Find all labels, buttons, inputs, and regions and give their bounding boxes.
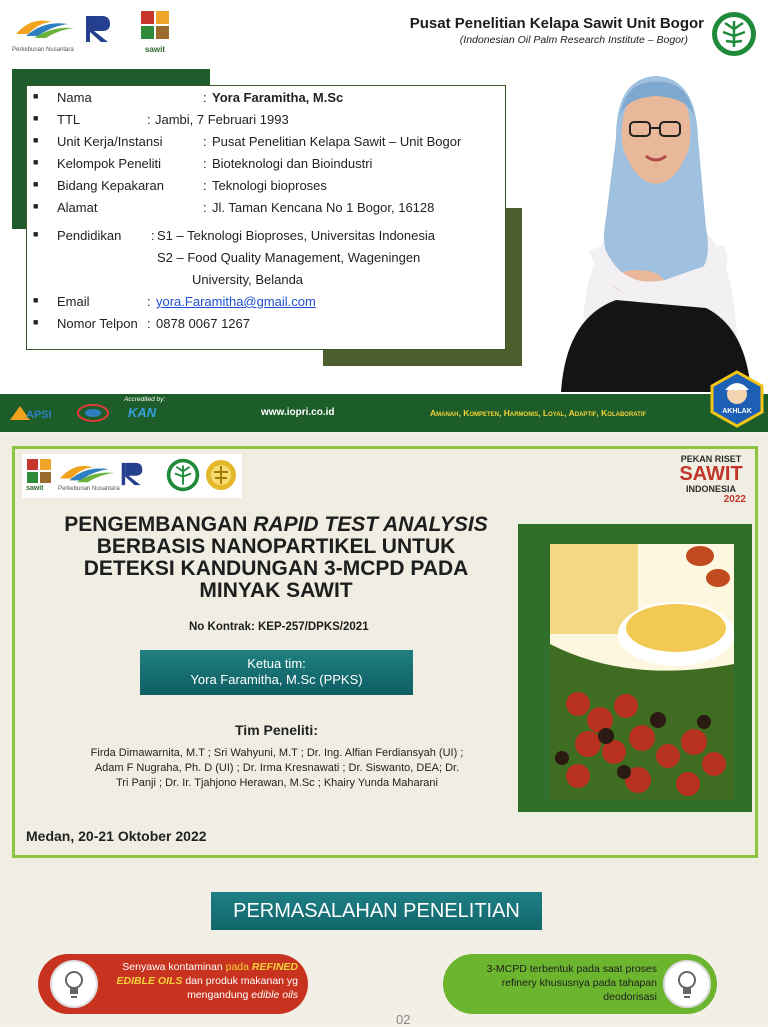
email-link[interactable]: yora.Faramitha@gmail.com [156,294,316,309]
event-date: Medan, 20-21 Oktober 2022 [26,828,207,844]
email-label: Email [57,294,90,309]
left-text-5: dan produk makanan yg [182,975,298,987]
iopri-emblem-small [166,458,200,492]
left-text-1: Senyawa kontaminan [122,961,223,973]
partner-logo-strip [22,454,242,498]
researcher-photo [556,68,756,392]
sawit-logo-text: sawit [144,45,165,54]
footer-bar [0,394,768,432]
kan-partner-logo [76,402,110,424]
akhlak-badge [710,370,764,428]
education-line-3: University, Belanda [192,272,304,287]
profile-label: Nama [57,90,92,105]
profile-label: Bidang Kepakaran [57,178,164,193]
title-pre: PENGEMBANGAN [64,513,254,536]
profile-separator: : [203,178,207,193]
profile-separator: : [203,134,207,149]
ptpn-small-text: Perkebunan Nusantara [58,486,120,492]
sawit-small-text: sawit [26,485,44,492]
problem-slide [0,868,768,1027]
problem-card-right [443,954,717,1014]
profile-value: S1 – Teknologi Bioproses, Universitas Indonesia [157,228,435,243]
profile-separator: : [147,112,151,127]
profile-label: TTL [57,112,81,127]
profile-value: Jambi, 7 Februari 1993 [155,112,289,127]
profile-label: Pendidikan [57,228,122,243]
left-text-6: mengandung [187,989,252,1001]
ptpn-logo-small [56,458,116,486]
left-text-2: pada [222,961,252,973]
profile-value: Teknologi bioproses [212,178,327,193]
title-slide [0,434,768,866]
page-number: 02 [396,1012,411,1027]
pekan-year: 2022 [723,494,746,505]
problem-heading: PERMASALAHAN PENELITIAN [211,892,542,930]
right-text-2: refinery khususnya pada tahapan [501,977,657,989]
presentation-title [46,514,506,602]
lightbulb-icon [50,960,98,1008]
left-text-7: edible oils [251,989,298,1001]
team-leader-name: Yora Faramitha, M.Sc (PPKS) [190,672,363,687]
title-italic: RAPID TEST ANALYSIS [253,513,488,536]
kan-logo: KAN [128,405,157,420]
title-line: BERBASIS NANOPARTIKEL UNTUK [96,535,456,558]
profile-separator: : [203,200,207,215]
pekan-line3: INDONESIA [685,484,736,494]
profile-card: ■ Nama : Yora Faramitha, M.Sc ■ TTL : Jambi, 7 Februari 1993 ■ Unit Kerja/Instansi : Pusat Penelitian Kelapa Sawit – Unit Bogor ■ Kelompok Peneliti : Bioteknologi dan Bioindustri ■ Bidang Kepakaran : Teknologi bioproses ■ Alamat : Jl. Taman Kencana No 1 Bogor, 16128 ■ Pendidikan : S1 – Teknologi Bioproses, Universitas Indonesia S2 – Food Quality Management, Wageningen University, Belanda ■ Email : yora.Faramitha@gmail.com ■ Nomor Telpon : 0878 0067 1267 [26,85,506,350]
garuda-emblem [204,458,238,492]
profile-value: Jl. Taman Kencana No 1 Bogor, 16128 [212,200,435,215]
left-text-4: EDIBLE OILS [116,975,183,987]
problem-card-left [38,954,308,1014]
pekan-line2: SAWIT [679,463,743,485]
institute-title: Pusat Penelitian Kelapa Sawit Unit Bogor [409,15,704,32]
education-line-2: S2 – Food Quality Management, Wageningen [157,250,421,265]
profile-separator: : [203,156,207,171]
profile-separator: : [151,228,155,243]
profile-value: Yora Faramitha, M.Sc [212,90,344,105]
team-leader-box [140,650,413,695]
ptpn-logo-text: Perkebunan Nusantara [12,47,74,53]
ptpn-logo [12,12,76,52]
problem-left-text [100,960,298,1002]
profile-label: Unit Kerja/Instansi [57,134,163,149]
accredited-label: Accredited by: [124,396,166,403]
sawit-logo-small [26,458,52,484]
problem-right-text [453,962,657,1004]
team-leader-label: Ketua tim: [247,656,306,671]
title-line: MINYAK SAWIT [199,579,353,602]
motto-text: Amanah, Kompeten, Harmonis, Loyal, Adaptif, Kolaboratif [430,408,647,418]
iapi-logo [8,402,62,424]
contract-number: No Kontrak: KEP-257/DPKS/2021 [189,621,369,633]
sawit-logo [140,10,174,52]
team-member-line: Tri Panji ; Dr. Ir. Tjahjono Herawan, M.Sc ; Khairy Yunda Maharani [115,777,438,789]
profile-value: Bioteknologi dan Bioindustri [212,156,373,171]
palm-oil-photo [518,524,752,812]
svg-text:APSI: APSI [26,409,52,421]
right-text-3: deodorisasi [603,991,657,1003]
team-member-line: Firda Dimawarnita, M.T ; Sri Wahyuni, M.T ; Dr. Ing. Alfian Ferdiansyah (UI) ; [90,747,464,759]
phone-value: 0878 0067 1267 [156,316,250,331]
team-member-line: Adam F Nugraha, Ph. D (UI) ; Dr. Irma Kresnawati ; Dr. Siswanto, DEA; Dr. [94,762,460,774]
phone-label: Nomor Telpon [57,316,138,331]
pekan-riset-badge [672,454,750,518]
title-line: DETEKSI KANDUNGAN 3-MCPD PADA [83,557,469,580]
profile-label: Alamat [57,200,98,215]
lightbulb-icon-right [663,960,711,1008]
team-title: Tim Peneliti: [235,722,318,738]
profile-separator: : [203,90,207,105]
institute-subtitle: (Indonesian Oil Palm Research Institute – Bogor) [459,34,688,46]
profile-slide [0,0,768,432]
left-text-3: REFINED [251,961,298,973]
iopri-emblem [711,11,757,57]
website-url[interactable]: www.iopri.co.id [261,407,335,418]
team-members [40,746,514,791]
rpn-logo [84,14,112,44]
rpn-logo-small [120,460,144,488]
akhlak-label: AKHLAK [722,408,752,415]
right-text-1: 3-MCPD terbentuk pada saat proses [486,963,657,975]
profile-value: Pusat Penelitian Kelapa Sawit – Unit Bogor [212,134,462,149]
profile-label: Kelompok Peneliti [57,156,162,171]
pekan-line1: PEKAN RISET [680,454,742,464]
